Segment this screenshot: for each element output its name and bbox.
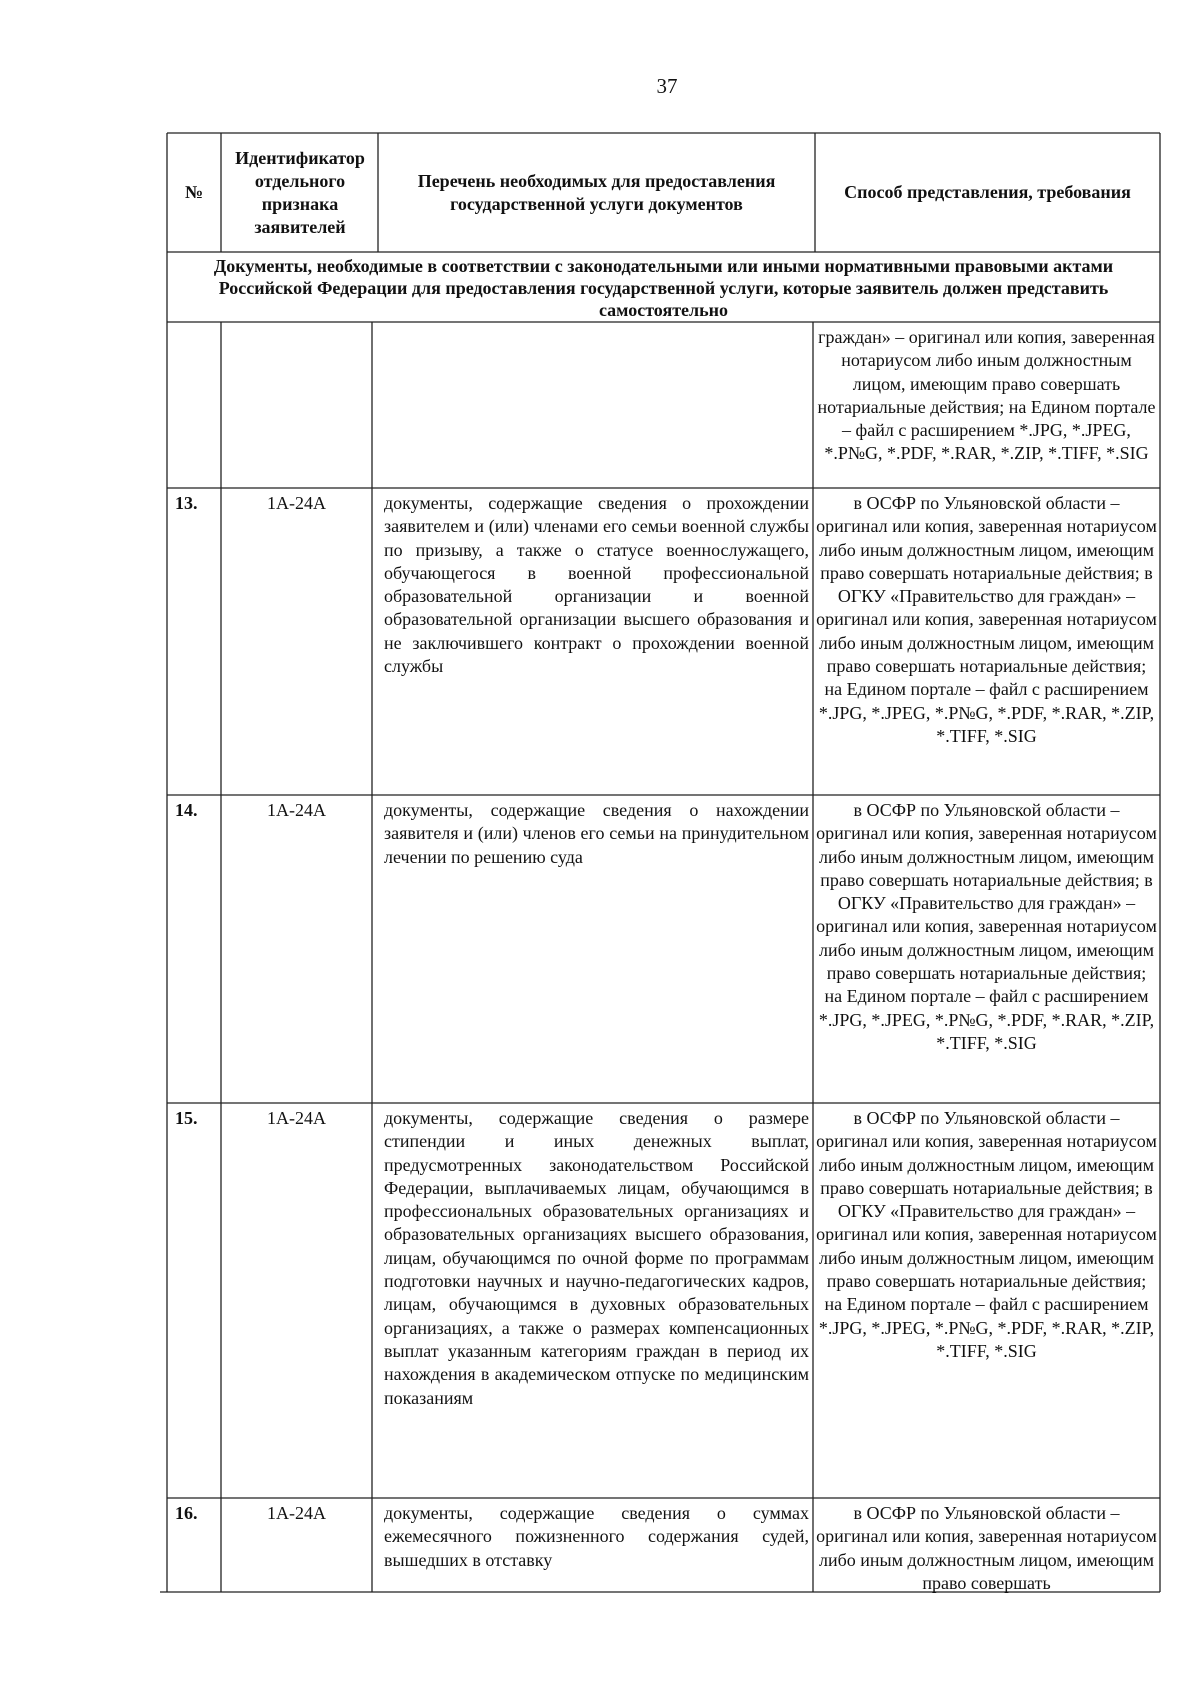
row-13-number: 13. [175, 493, 198, 513]
row-15-identifier: 1А-24А [267, 1108, 326, 1128]
row-16-number: 16. [175, 1503, 198, 1523]
row-16-identifier: 1А-24А [267, 1503, 326, 1523]
row-13-requirements: в ОСФР по Ульяновской области – оригинал или копия, заверенная нотариусом либо иным должностным лицом, имеющим право совершать нотариальные действия; в ОГКУ «Правительство для граждан» – оригинал или копия, заверенная нотариусом либо иным должностным лицом, имеющим право совершать нотариальные действия; на Едином портале – файл с расширением *.JPG, *.JPEG, *.P№G, *.PDF, *.RAR, *.ZIP, *.TIFF, *.SIG [816, 493, 1157, 746]
row-15-number: 15. [175, 1108, 198, 1128]
section-title: Документы, необходимые в соответствии с законодательными или иными нормативными правовыми актами Российской Федерации для предоставления государственной услуги, которые заявитель должен представить самостоятельно [213, 256, 1114, 320]
row-14-description: документы, содержащие сведения о нахождении заявителя и (или) членов его семьи на принудительном лечении по решению суда [384, 800, 809, 867]
header-identifier: Идентификатор отдельного признака заявителей [235, 147, 365, 237]
row-15-requirements: в ОСФР по Ульяновской области – оригинал или копия, заверенная нотариусом либо иным должностным лицом, имеющим право совершать нотариальные действия; в ОГКУ «Правительство для граждан» – оригинал или копия, заверенная нотариусом либо иным должностным лицом, имеющим право совершать нотариальные действия; на Едином портале – файл с расширением *.JPG, *.JPEG, *.P№G, *.PDF, *.RAR, *.ZIP, *.TIFF, *.SIG [816, 1108, 1157, 1361]
row-14-requirements: в ОСФР по Ульяновской области – оригинал или копия, заверенная нотариусом либо иным должностным лицом, имеющим право совершать нотариальные действия; в ОГКУ «Правительство для граждан» – оригинал или копия, заверенная нотариусом либо иным должностным лицом, имеющим право совершать нотариальные действия; на Едином портале – файл с расширением *.JPG, *.JPEG, *.P№G, *.PDF, *.RAR, *.ZIP, *.TIFF, *.SIG [816, 800, 1157, 1053]
row-15-description: документы, содержащие сведения о размере стипендии и иных денежных выплат, предусмотренных законодательством Российской Федерации, выплачиваемых лицам, обучающимся в профессиональных образовательных организациях и образовательных организациях высшего образования, лицам, обучающимся по очной форме по программам подготовки научных и научно-педагогических кадров, лицам, обучающимся в духовных образовательных организациях, а также о размерах компенсационных выплат указанным категориям граждан в период их нахождения в академическом отпуске по медицинским показаниям [384, 1108, 809, 1408]
row-16-requirements: в ОСФР по Ульяновской области – оригинал или копия, заверенная нотариусом либо иным должностным лицом, имеющим право совершать [816, 1503, 1157, 1593]
row-14-number: 14. [175, 800, 198, 820]
continuation-requirements: граждан» – оригинал или копия, заверенная нотариусом либо иным должностным лицом, имеющим право совершать нотариальные действия; на Едином портале – файл с расширением *.JPG, *.JPEG, *.P№G, *.PDF, *.RAR, *.ZIP, *.TIFF, *.SIG [817, 327, 1156, 464]
row-16-description: документы, содержащие сведения о суммах ежемесячного пожизненного содержания судей, вышедших в отставку [384, 1503, 809, 1570]
row-14-identifier: 1А-24А [267, 800, 326, 820]
row-13-identifier: 1А-24А [267, 493, 326, 513]
page-number: 37 [656, 74, 678, 98]
header-method: Способ представления, требования [844, 182, 1131, 202]
header-number: № [184, 182, 204, 202]
header-documents: Перечень необходимых для предоставления государственной услуги документов [417, 170, 776, 214]
row-13-description: документы, содержащие сведения о прохождении заявителем и (или) членами его семьи военной службы по призыву, а также о статусе военнослужащего, обучающегося в военной профессиональной образовательной организации и военной образовательной организации высшего образования и не заключившего контракт о прохождении военной службы [384, 493, 809, 677]
